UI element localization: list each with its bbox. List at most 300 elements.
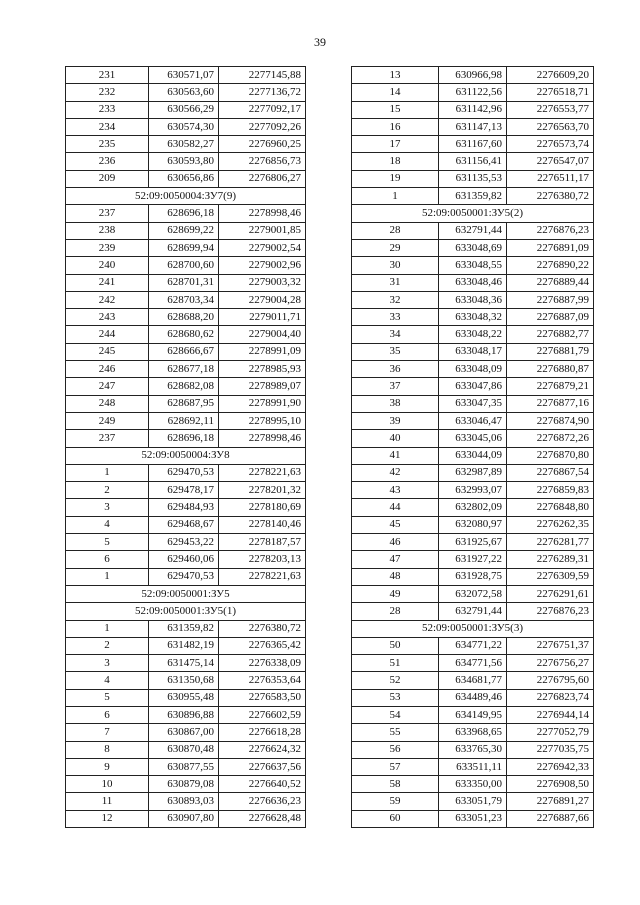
y-coordinate-cell: 2276636,23 [219,793,306,810]
table-row [352,84,594,101]
point-number-cell: 249 [66,412,149,429]
y-coordinate-cell: 2279004,40 [219,326,306,343]
x-coordinate-cell: 630574,30 [149,118,219,135]
table-row [66,118,306,135]
y-coordinate-cell: 2276891,09 [507,239,594,256]
point-number-cell: 2 [66,637,149,654]
table-row [66,568,306,585]
x-coordinate-cell: 630877,55 [149,758,219,775]
point-number-cell: 233 [66,101,149,118]
x-coordinate-cell: 633045,06 [439,430,507,447]
table-row [352,758,594,775]
x-coordinate-cell: 631928,75 [439,568,507,585]
table-row [66,326,306,343]
x-coordinate-cell: 633051,79 [439,793,507,810]
y-coordinate-cell: 2277092,17 [219,101,306,118]
point-number-cell: 58 [352,776,439,793]
table-row [352,222,594,239]
x-coordinate-cell: 633048,55 [439,257,507,274]
x-coordinate-cell: 628677,18 [149,361,219,378]
x-coordinate-cell: 628703,34 [149,291,219,308]
y-coordinate-cell: 2278221,63 [219,464,306,481]
table-row [66,724,306,741]
x-coordinate-cell: 633048,32 [439,309,507,326]
y-coordinate-cell: 2276640,52 [219,776,306,793]
table-row [66,464,306,481]
point-number-cell: 1 [66,568,149,585]
table-row [66,672,306,689]
y-coordinate-cell: 2276795,60 [507,672,594,689]
table-row [352,499,594,516]
y-coordinate-cell: 2276867,54 [507,464,594,481]
y-coordinate-cell: 2277035,75 [507,741,594,758]
y-coordinate-cell: 2278203,13 [219,551,306,568]
x-coordinate-cell: 628699,22 [149,222,219,239]
y-coordinate-cell: 2277145,88 [219,67,306,84]
table-row [352,326,594,343]
y-coordinate-cell: 2278140,46 [219,516,306,533]
table-row [352,447,594,464]
table-row [66,482,306,499]
table-row [66,689,306,706]
point-number-cell: 60 [352,810,439,827]
point-number-cell: 56 [352,741,439,758]
x-coordinate-cell: 633765,30 [439,741,507,758]
point-number-cell: 30 [352,257,439,274]
point-number-cell: 4 [66,516,149,533]
point-number-cell: 3 [66,499,149,516]
point-number-cell: 32 [352,291,439,308]
table-row [66,153,306,170]
x-coordinate-cell: 633968,65 [439,724,507,741]
table-row [66,499,306,516]
y-coordinate-cell: 2276908,50 [507,776,594,793]
x-coordinate-cell: 630563,60 [149,84,219,101]
x-coordinate-cell: 633051,23 [439,810,507,827]
x-coordinate-cell: 631927,22 [439,551,507,568]
table-row [352,516,594,533]
x-coordinate-cell: 632791,44 [439,603,507,620]
point-number-cell: 28 [352,222,439,239]
table-row [66,395,306,412]
x-coordinate-cell: 631167,60 [439,136,507,153]
table-row [352,239,594,256]
table-row [66,430,306,447]
y-coordinate-cell: 2276876,23 [507,603,594,620]
table-row [66,776,306,793]
table-row [66,810,306,827]
point-number-cell: 29 [352,239,439,256]
y-coordinate-cell: 2276890,22 [507,257,594,274]
point-number-cell: 38 [352,395,439,412]
table-row [352,672,594,689]
x-coordinate-cell: 628666,67 [149,343,219,360]
table-row [66,412,306,429]
x-coordinate-cell: 632802,09 [439,499,507,516]
cadastral-section-label: 52:09:0050001:ЗУ5(2) [352,205,594,222]
y-coordinate-cell: 2276823,74 [507,689,594,706]
y-coordinate-cell: 2279004,28 [219,291,306,308]
x-coordinate-cell: 628700,60 [149,257,219,274]
table-row [352,118,594,135]
x-coordinate-cell: 630867,00 [149,724,219,741]
x-coordinate-cell: 633048,69 [439,239,507,256]
point-number-cell: 247 [66,378,149,395]
y-coordinate-cell: 2276751,37 [507,637,594,654]
x-coordinate-cell: 631135,53 [439,170,507,187]
y-coordinate-cell: 2276353,64 [219,672,306,689]
y-coordinate-cell: 2276553,77 [507,101,594,118]
table-row [352,810,594,827]
section-header-row [66,188,306,205]
y-coordinate-cell: 2276511,17 [507,170,594,187]
point-number-cell: 42 [352,464,439,481]
table-row [66,222,306,239]
point-number-cell: 243 [66,309,149,326]
section-header-row [66,447,306,464]
y-coordinate-cell: 2276583,50 [219,689,306,706]
point-number-cell: 5 [66,534,149,551]
table-row [352,378,594,395]
y-coordinate-cell: 2276628,48 [219,810,306,827]
y-coordinate-cell: 2276887,66 [507,810,594,827]
y-coordinate-cell: 2276806,27 [219,170,306,187]
point-number-cell: 33 [352,309,439,326]
y-coordinate-cell: 2278187,57 [219,534,306,551]
y-coordinate-cell: 2276518,71 [507,84,594,101]
table-row [352,170,594,187]
x-coordinate-cell: 630566,29 [149,101,219,118]
table-row [352,343,594,360]
y-coordinate-cell: 2279011,71 [219,309,306,326]
point-number-cell: 51 [352,655,439,672]
table-row [352,637,594,654]
point-number-cell: 248 [66,395,149,412]
x-coordinate-cell: 628692,11 [149,412,219,429]
x-coordinate-cell: 630656,86 [149,170,219,187]
x-coordinate-cell: 630907,80 [149,810,219,827]
x-coordinate-cell: 634771,22 [439,637,507,654]
y-coordinate-cell: 2276881,79 [507,343,594,360]
x-coordinate-cell: 634489,46 [439,689,507,706]
x-coordinate-cell: 628696,18 [149,205,219,222]
table-row [352,395,594,412]
table-row [352,464,594,481]
table-row [352,153,594,170]
table-row [66,84,306,101]
y-coordinate-cell: 2278985,93 [219,361,306,378]
y-coordinate-cell: 2279002,96 [219,257,306,274]
table-row [352,430,594,447]
x-coordinate-cell: 630879,08 [149,776,219,793]
y-coordinate-cell: 2276876,23 [507,222,594,239]
table-row [66,361,306,378]
point-number-cell: 244 [66,326,149,343]
y-coordinate-cell: 2276618,28 [219,724,306,741]
point-number-cell: 246 [66,361,149,378]
y-coordinate-cell: 2276637,56 [219,758,306,775]
y-coordinate-cell: 2276870,80 [507,447,594,464]
point-number-cell: 5 [66,689,149,706]
y-coordinate-cell: 2276609,20 [507,67,594,84]
y-coordinate-cell: 2276874,90 [507,412,594,429]
coordinates-table-left [65,66,306,828]
table-row [352,67,594,84]
table-row [66,239,306,256]
y-coordinate-cell: 2277052,79 [507,724,594,741]
y-coordinate-cell: 2278991,90 [219,395,306,412]
x-coordinate-cell: 634771,56 [439,655,507,672]
table-row [66,378,306,395]
point-number-cell: 52 [352,672,439,689]
y-coordinate-cell: 2276872,26 [507,430,594,447]
x-coordinate-cell: 633048,22 [439,326,507,343]
y-coordinate-cell: 2276289,31 [507,551,594,568]
point-number-cell: 57 [352,758,439,775]
point-number-cell: 35 [352,343,439,360]
point-number-cell: 7 [66,724,149,741]
page-number: 39 [314,35,326,49]
point-number-cell: 8 [66,741,149,758]
y-coordinate-cell: 2276891,27 [507,793,594,810]
point-number-cell: 37 [352,378,439,395]
x-coordinate-cell: 634149,95 [439,706,507,723]
point-number-cell: 3 [66,655,149,672]
point-number-cell: 46 [352,534,439,551]
x-coordinate-cell: 633047,35 [439,395,507,412]
point-number-cell: 2 [66,482,149,499]
table-row [352,568,594,585]
table-row [66,205,306,222]
y-coordinate-cell: 2276856,73 [219,153,306,170]
coordinates-table-right [351,66,594,828]
section-header-row [352,205,594,222]
y-coordinate-cell: 2276960,25 [219,136,306,153]
x-coordinate-cell: 631925,67 [439,534,507,551]
cadastral-section-label: 52:09:0050001:ЗУ5(1) [66,603,306,620]
y-coordinate-cell: 2278989,07 [219,378,306,395]
x-coordinate-cell: 629470,53 [149,464,219,481]
point-number-cell: 31 [352,274,439,291]
point-number-cell: 237 [66,430,149,447]
point-number-cell: 1 [352,188,439,205]
table-row [66,706,306,723]
x-coordinate-cell: 634681,77 [439,672,507,689]
x-coordinate-cell: 629468,67 [149,516,219,533]
y-coordinate-cell: 2279001,85 [219,222,306,239]
table-row [352,361,594,378]
x-coordinate-cell: 630896,88 [149,706,219,723]
table-row [352,101,594,118]
table-row [66,343,306,360]
section-header-row [352,620,594,637]
x-coordinate-cell: 629484,93 [149,499,219,516]
x-coordinate-cell: 629478,17 [149,482,219,499]
table-row [66,741,306,758]
table-row [66,551,306,568]
point-number-cell: 19 [352,170,439,187]
table-row [352,291,594,308]
table-row [66,67,306,84]
point-number-cell: 17 [352,136,439,153]
y-coordinate-cell: 2276563,70 [507,118,594,135]
x-coordinate-cell: 629470,53 [149,568,219,585]
point-number-cell: 242 [66,291,149,308]
y-coordinate-cell: 2276602,59 [219,706,306,723]
y-coordinate-cell: 2279003,32 [219,274,306,291]
x-coordinate-cell: 632993,07 [439,482,507,499]
x-coordinate-cell: 633048,36 [439,291,507,308]
table-row [352,706,594,723]
x-coordinate-cell: 629453,22 [149,534,219,551]
y-coordinate-cell: 2276547,07 [507,153,594,170]
point-number-cell: 48 [352,568,439,585]
y-coordinate-cell: 2276756,27 [507,655,594,672]
table-row [352,603,594,620]
table-row [352,188,594,205]
table-row [352,412,594,429]
table-row [66,637,306,654]
point-number-cell: 240 [66,257,149,274]
y-coordinate-cell: 2276859,83 [507,482,594,499]
point-number-cell: 4 [66,672,149,689]
table-row [66,309,306,326]
x-coordinate-cell: 631482,19 [149,637,219,654]
point-number-cell: 1 [66,620,149,637]
y-coordinate-cell: 2278998,46 [219,205,306,222]
table-row [66,257,306,274]
y-coordinate-cell: 2278221,63 [219,568,306,585]
x-coordinate-cell: 631359,82 [149,620,219,637]
table-row [352,551,594,568]
point-number-cell: 14 [352,84,439,101]
table-row [352,534,594,551]
y-coordinate-cell: 2276573,74 [507,136,594,153]
point-number-cell: 237 [66,205,149,222]
point-number-cell: 54 [352,706,439,723]
table-row [352,585,594,602]
point-number-cell: 47 [352,551,439,568]
x-coordinate-cell: 630870,48 [149,741,219,758]
y-coordinate-cell: 2276624,32 [219,741,306,758]
table-row [66,170,306,187]
x-coordinate-cell: 632080,97 [439,516,507,533]
x-coordinate-cell: 628680,62 [149,326,219,343]
point-number-cell: 245 [66,343,149,360]
y-coordinate-cell: 2278998,46 [219,430,306,447]
table-row [66,136,306,153]
point-number-cell: 10 [66,776,149,793]
point-number-cell: 238 [66,222,149,239]
x-coordinate-cell: 633047,86 [439,378,507,395]
point-number-cell: 6 [66,706,149,723]
x-coordinate-cell: 630593,80 [149,153,219,170]
point-number-cell: 16 [352,118,439,135]
point-number-cell: 15 [352,101,439,118]
x-coordinate-cell: 633048,09 [439,361,507,378]
y-coordinate-cell: 2276291,61 [507,585,594,602]
x-coordinate-cell: 631156,41 [439,153,507,170]
x-coordinate-cell: 632072,58 [439,585,507,602]
point-number-cell: 18 [352,153,439,170]
y-coordinate-cell: 2276944,14 [507,706,594,723]
table-row [352,274,594,291]
x-coordinate-cell: 631122,56 [439,84,507,101]
table-row [352,741,594,758]
x-coordinate-cell: 633044,09 [439,447,507,464]
cadastral-section-label: 52:09:0050001:ЗУ5(3) [352,620,594,637]
y-coordinate-cell: 2276262,35 [507,516,594,533]
table-row [352,136,594,153]
y-coordinate-cell: 2276882,77 [507,326,594,343]
point-number-cell: 12 [66,810,149,827]
table-row [66,516,306,533]
y-coordinate-cell: 2279002,54 [219,239,306,256]
y-coordinate-cell: 2276309,59 [507,568,594,585]
x-coordinate-cell: 630966,98 [439,67,507,84]
table-row [66,274,306,291]
x-coordinate-cell: 628696,18 [149,430,219,447]
y-coordinate-cell: 2276877,16 [507,395,594,412]
table-row [66,758,306,775]
x-coordinate-cell: 628688,20 [149,309,219,326]
point-number-cell: 44 [352,499,439,516]
y-coordinate-cell: 2276338,09 [219,655,306,672]
point-number-cell: 209 [66,170,149,187]
y-coordinate-cell: 2278180,69 [219,499,306,516]
y-coordinate-cell: 2278201,32 [219,482,306,499]
table-row [352,724,594,741]
y-coordinate-cell: 2277092,26 [219,118,306,135]
section-header-row [66,585,306,602]
y-coordinate-cell: 2276887,09 [507,309,594,326]
y-coordinate-cell: 2278991,09 [219,343,306,360]
point-number-cell: 49 [352,585,439,602]
x-coordinate-cell: 632791,44 [439,222,507,239]
point-number-cell: 39 [352,412,439,429]
table-row [352,776,594,793]
point-number-cell: 43 [352,482,439,499]
cadastral-section-label: 52:09:0050001:ЗУ5 [66,585,306,602]
point-number-cell: 239 [66,239,149,256]
section-header-row [66,603,306,620]
x-coordinate-cell: 628699,94 [149,239,219,256]
point-number-cell: 50 [352,637,439,654]
point-number-cell: 59 [352,793,439,810]
x-coordinate-cell: 630955,48 [149,689,219,706]
x-coordinate-cell: 633048,17 [439,343,507,360]
x-coordinate-cell: 632987,89 [439,464,507,481]
cadastral-section-label: 52:09:0050004:ЗУ7(9) [66,188,306,205]
point-number-cell: 1 [66,464,149,481]
table-row [352,655,594,672]
x-coordinate-cell: 633048,46 [439,274,507,291]
table-row [352,482,594,499]
table-row [66,534,306,551]
x-coordinate-cell: 628682,08 [149,378,219,395]
table-row [66,101,306,118]
table-row [66,793,306,810]
point-number-cell: 28 [352,603,439,620]
y-coordinate-cell: 2278995,10 [219,412,306,429]
y-coordinate-cell: 2276380,72 [507,188,594,205]
point-number-cell: 40 [352,430,439,447]
x-coordinate-cell: 631142,96 [439,101,507,118]
cadastral-section-label: 52:09:0050004:ЗУ8 [66,447,306,464]
y-coordinate-cell: 2276887,99 [507,291,594,308]
table-row [352,257,594,274]
point-number-cell: 231 [66,67,149,84]
